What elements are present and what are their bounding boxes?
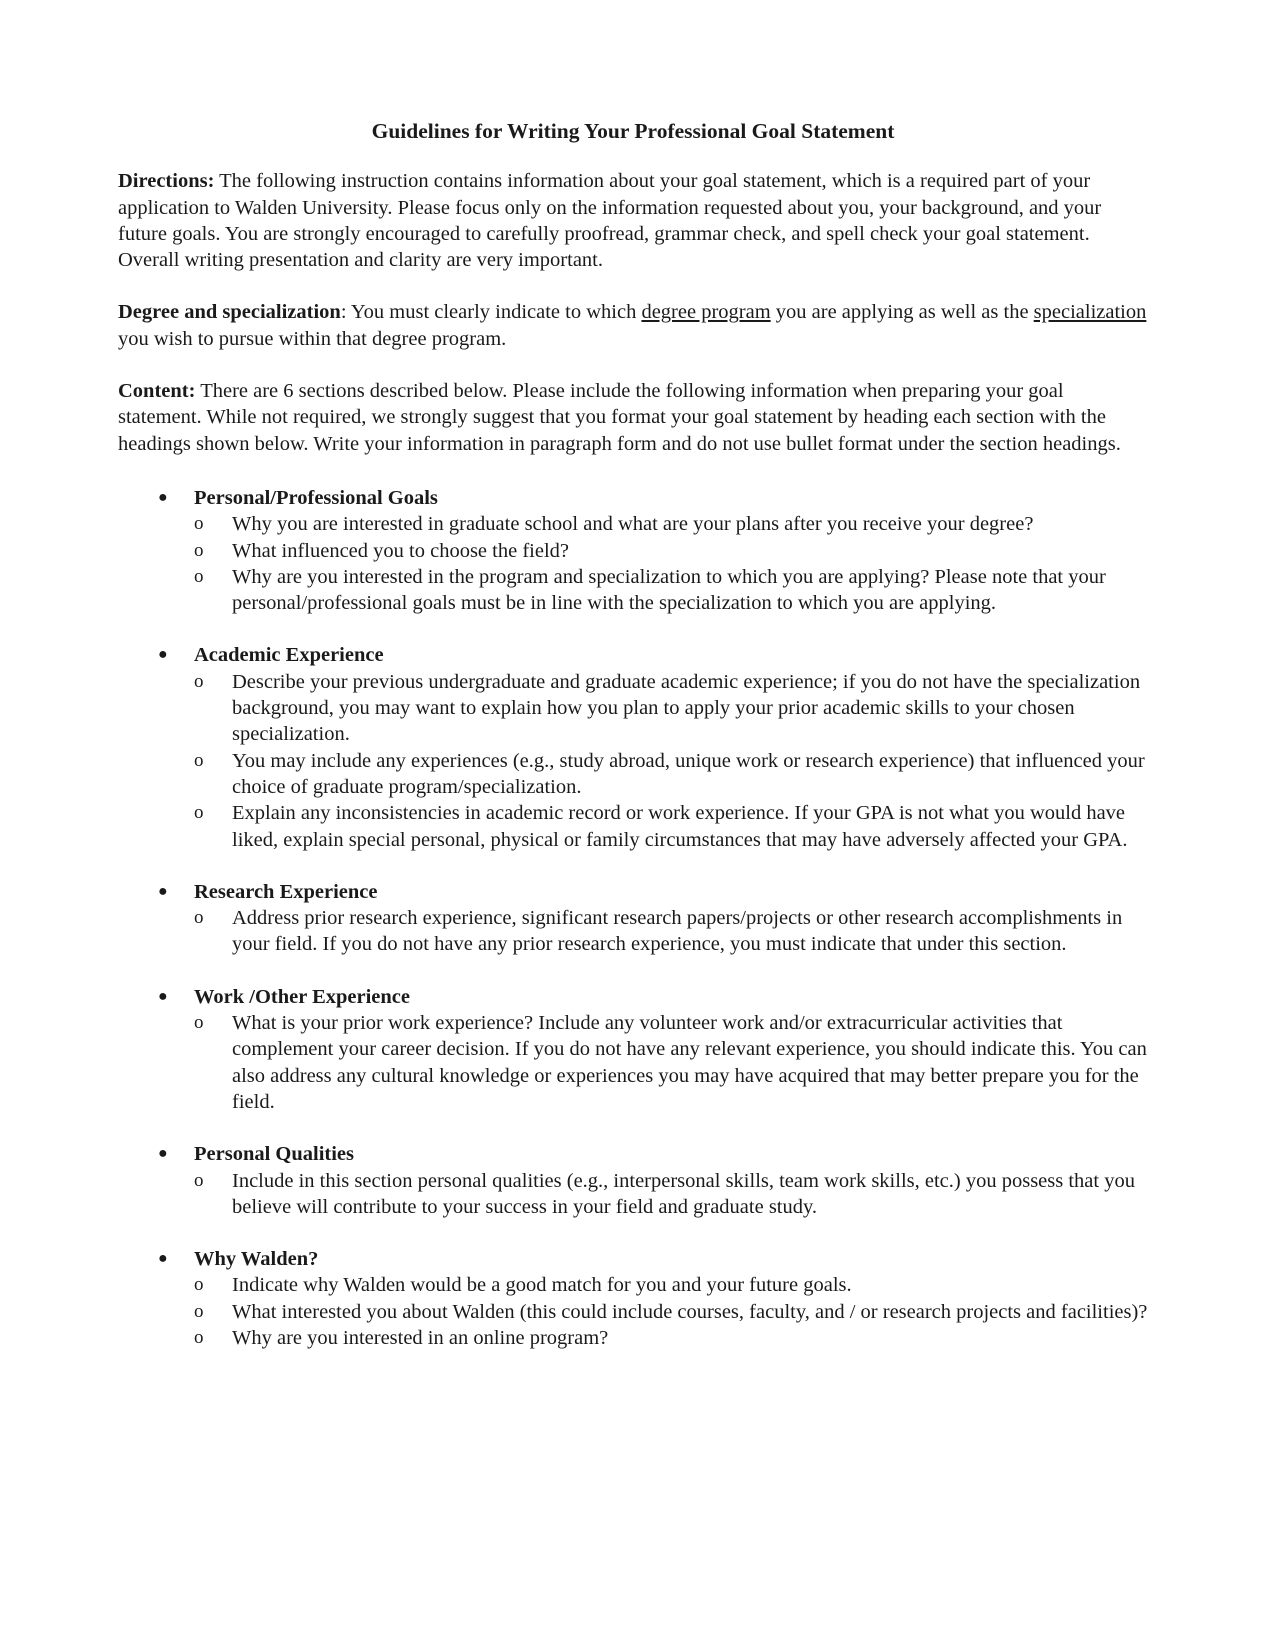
degree-label: Degree and specialization (118, 301, 341, 324)
degree-text-3: you wish to pursue within that degree program. (118, 327, 507, 350)
sub-item-text: Why are you interested in the program and specialization to which you are applying? Please note that your personal/professional goals must be in line with the specialization to which you are applying. (232, 565, 1106, 615)
sub-item (194, 1325, 1148, 1351)
sub-item-text: Describe your previous undergraduate and graduate academic experience; if you do not have the specialization background, you may want to explain how you plan to apply your prior academic skills to your chosen specialization. (232, 670, 1141, 746)
sub-item-text: Why are you interested in an online program? (232, 1326, 609, 1349)
hollow-circle-bullet-icon: o (194, 802, 204, 824)
sub-item (194, 1272, 1148, 1298)
hollow-circle-bullet-icon: o (194, 1274, 204, 1296)
section-heading: Why Walden? (194, 1248, 319, 1271)
hollow-circle-bullet-icon: o (194, 539, 204, 561)
sub-item (194, 748, 1148, 801)
bullet-icon: ● (158, 488, 168, 506)
section-heading: Research Experience (194, 880, 378, 903)
directions-paragraph (118, 168, 1148, 273)
sub-item-list (194, 1010, 1148, 1115)
sub-item-list (194, 511, 1148, 616)
degree-paragraph (118, 299, 1148, 352)
degree-program-underline: degree program (641, 301, 771, 324)
sub-item (194, 1168, 1148, 1221)
sub-item-text: What is your prior work experience? Include any volunteer work and/or extracurricular activities that complement your career decision. If you do not have any relevant experience, you should indicate this. You can also address any cultural knowledge or experiences you may have acquired that may better prepare you for the field. (232, 1012, 1147, 1113)
specialization-underline: specialization (1033, 301, 1147, 324)
bullet-icon: ● (158, 1145, 168, 1163)
section-heading: Work /Other Experience (194, 985, 410, 1008)
sub-item-text: You may include any experiences (e.g., study abroad, unique work or research experience) that influenced your choice of graduate program/specialization. (232, 749, 1145, 798)
sub-item-list (194, 905, 1148, 958)
content-label: Content: (118, 380, 196, 403)
bullet-icon: ● (158, 882, 168, 900)
section-item (118, 984, 1148, 1115)
hollow-circle-bullet-icon: o (194, 670, 204, 692)
sub-item (194, 905, 1148, 958)
sub-item-text: Include in this section personal qualities (e.g., interpersonal skills, team work skills, etc.) you possess that you believe will contribute to your success in your field and graduate study. (232, 1169, 1135, 1218)
section-heading: Personal Qualities (194, 1143, 355, 1166)
sub-item-list (194, 669, 1148, 853)
sub-item-text: Address prior research experience, significant research papers/projects or other research accomplishments in your field. If you do not have any prior research experience, you must indicate that under this section. (232, 907, 1123, 956)
hollow-circle-bullet-icon: o (194, 1169, 204, 1191)
sub-item-text: What influenced you to choose the field? (232, 539, 569, 562)
hollow-circle-bullet-icon: o (194, 513, 204, 535)
sub-item-text: What interested you about Walden (this could include courses, faculty, and / or research projects and facilities)? (232, 1300, 1148, 1323)
hollow-circle-bullet-icon: o (194, 749, 204, 771)
section-heading: Personal/Professional Goals (194, 486, 438, 509)
degree-text-2: you are applying as well as the (770, 301, 1034, 324)
hollow-circle-bullet-icon: o (194, 1326, 204, 1348)
section-item (118, 485, 1148, 616)
sub-item-list (194, 1272, 1148, 1351)
section-item (118, 1141, 1148, 1220)
section-item (118, 642, 1148, 852)
sub-item-text: Why you are interested in graduate school and what are your plans after you receive your degree? (232, 513, 1034, 536)
section-list (118, 485, 1148, 1351)
sub-item (194, 800, 1148, 853)
directions-label: Directions: (118, 170, 215, 193)
section-item (118, 1246, 1148, 1351)
sub-item-text: Indicate why Walden would be a good match for you and your future goals. (232, 1274, 852, 1297)
directions-text: The following instruction contains information about your goal statement, which is a required part of your application to Walden University. Please focus only on the information requested about you, your background, and your future goals. You are strongly encouraged to carefully proofread, grammar check, and spell check your goal statement. Overall writing presentation and clarity are very important. (118, 170, 1102, 272)
bullet-icon: ● (158, 1250, 168, 1268)
hollow-circle-bullet-icon: o (194, 907, 204, 929)
sub-item-text: Explain any inconsistencies in academic record or work experience. If your GPA is not what you would have liked, explain special personal, physical or family circumstances that may have adversely affected your GPA. (232, 802, 1128, 851)
bullet-icon: ● (158, 646, 168, 664)
sub-item-list (194, 1168, 1148, 1221)
sub-item (194, 1010, 1148, 1115)
sub-item (194, 669, 1148, 748)
section-heading: Academic Experience (194, 644, 384, 667)
page-title: Guidelines for Writing Your Professional Goal Statement (371, 119, 895, 143)
sub-item (194, 538, 1148, 564)
sub-item (194, 1299, 1148, 1325)
bullet-icon: ● (158, 987, 168, 1005)
degree-text-1: : You must clearly indicate to which (340, 301, 642, 324)
content-text: There are 6 sections described below. Please include the following information when preparing your goal statement. While not required, we strongly suggest that you format your goal statement by heading each section with the headings shown below. Write your information in paragraph form and do not use bullet format under the section headings. (118, 380, 1121, 455)
document-page (118, 118, 1148, 1377)
content-paragraph (118, 378, 1148, 457)
sub-item (194, 564, 1148, 617)
hollow-circle-bullet-icon: o (194, 565, 204, 587)
hollow-circle-bullet-icon: o (194, 1012, 204, 1034)
section-item (118, 879, 1148, 958)
hollow-circle-bullet-icon: o (194, 1300, 204, 1322)
sub-item (194, 511, 1148, 537)
